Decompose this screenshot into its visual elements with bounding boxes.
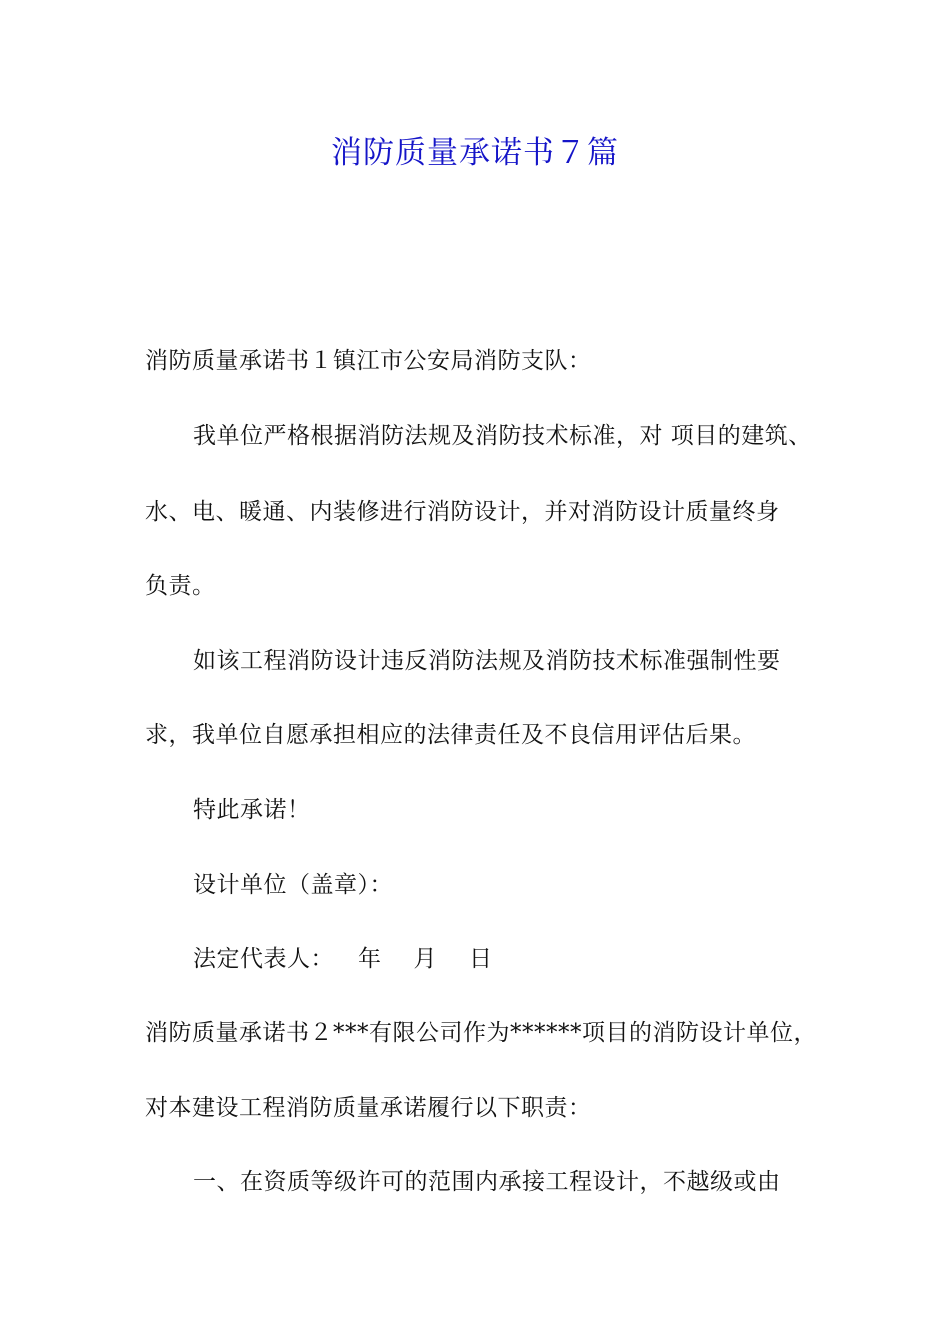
paragraph-line: 对本建设工程消防质量承诺履行以下职责：	[145, 1095, 592, 1121]
paragraph-line: 我单位严格根据消防法规及消防技术标准，对 项目的建筑、	[193, 423, 812, 449]
paragraph-line: 设计单位（盖章）：	[193, 872, 393, 898]
paragraph-line: 如该工程消防设计违反消防法规及消防技术标准强制性要	[193, 648, 781, 674]
date-day: 日	[469, 946, 493, 972]
paragraph-line: 特此承诺！	[193, 797, 311, 823]
date-year: 年	[358, 946, 382, 972]
date-month: 月	[413, 946, 437, 972]
page-title: 消防质量承诺书７篇	[331, 135, 619, 171]
legal-representative-label: 法定代表人：	[193, 946, 334, 972]
paragraph-line: 消防质量承诺书２***有限公司作为******项目的消防设计单位，	[145, 1020, 817, 1046]
paragraph-line: 水、电、暖通、内装修进行消防设计，并对消防设计质量终身	[145, 499, 780, 525]
signature-date-line	[193, 942, 493, 976]
paragraph-line: 求，我单位自愿承担相应的法律责任及不良信用评估后果。	[145, 722, 756, 748]
paragraph-line: 负责。	[145, 573, 216, 599]
paragraph-line: 消防质量承诺书１镇江市公安局消防支队：	[145, 348, 592, 374]
paragraph-line: 一、在资质等级许可的范围内承接工程设计，不越级或由	[193, 1169, 781, 1195]
